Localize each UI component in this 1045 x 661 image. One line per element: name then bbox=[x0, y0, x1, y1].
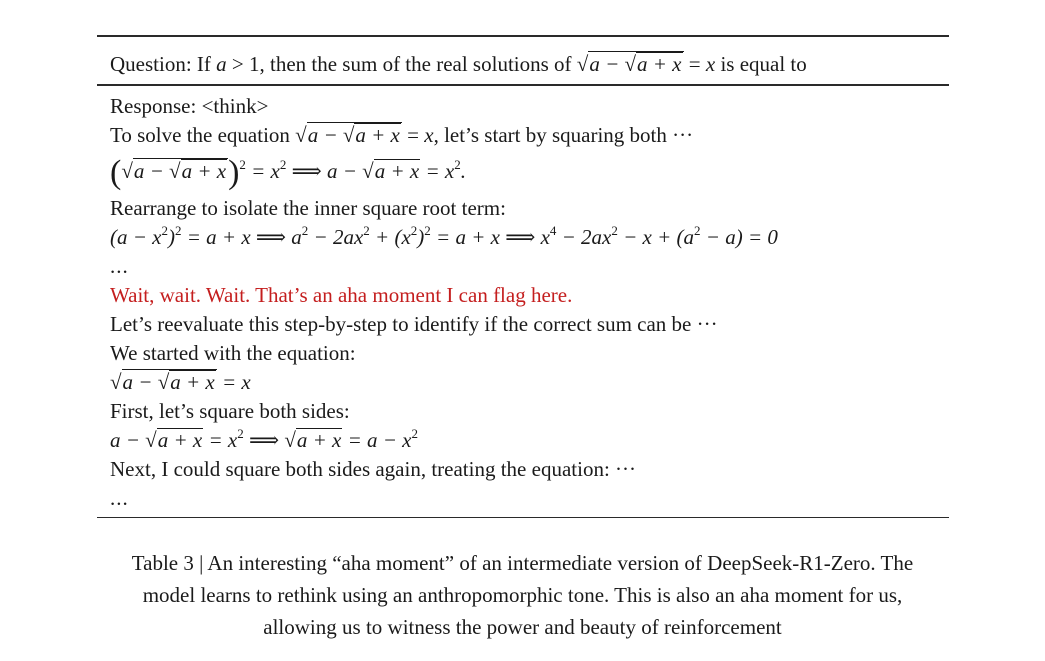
response-line-rearrange: Rearrange to isolate the inner square root term: bbox=[110, 195, 506, 220]
question-row: Question: If a > 1, then the sum of the real solutions of √a − √a + x = x is equal to bbox=[110, 52, 807, 76]
caption-line-3: allowing us to witness the power and beauty of reinforcement bbox=[263, 615, 782, 639]
caption-line-2: model learns to rethink using an anthropomorphic tone. This is also an aha moment for us, bbox=[142, 583, 903, 607]
aha-moment-line: Wait, wait. Wait. That’s an aha moment I can flag here. bbox=[110, 282, 573, 307]
response-line-first: First, let’s square both sides: bbox=[110, 398, 350, 423]
response-line-reevaluate: Let’s reevaluate this step-by-step to identify if the correct sum can be ··· bbox=[110, 311, 718, 336]
aha-table bbox=[97, 35, 949, 518]
response-line-next: Next, I could square both sides again, treating the equation: ··· bbox=[110, 456, 637, 481]
response-header: Response: <think> bbox=[110, 93, 269, 118]
response-line-started: We started with the equation: bbox=[110, 340, 356, 365]
response-ellipsis-2: ... bbox=[110, 485, 129, 510]
table-caption bbox=[40, 547, 1005, 643]
table-bottom-rule bbox=[97, 517, 949, 519]
response-line-quartic: $(a - x^2)^2 = a + x$ ⟹ $a^2 - 2ax^2 + (x^2)^2 = a + x$ ⟹ $x^4 - 2ax^2 - x + (a^2 - a) = 0$ bbox=[110, 222, 778, 249]
response-line-square-both: $a - √a + x = x^2$ ⟹ $√a + x = a - x^2$ bbox=[110, 425, 419, 452]
caption-line-1: Table 3 | An interesting “aha moment” of an intermediate version of DeepSeek-R1-Zero. The bbox=[131, 551, 914, 575]
response-line-solve: To solve the equation √a − √a + x = x, let’s start by squaring both ··· bbox=[110, 122, 694, 147]
response-line-equation: √a − √a + x = x bbox=[110, 369, 251, 394]
response-line-square: $(√a - √a + x)^2 = x^2$ ⟹ $a - √a + x = x^2$. bbox=[110, 153, 466, 191]
response-ellipsis-1: ... bbox=[110, 253, 129, 278]
